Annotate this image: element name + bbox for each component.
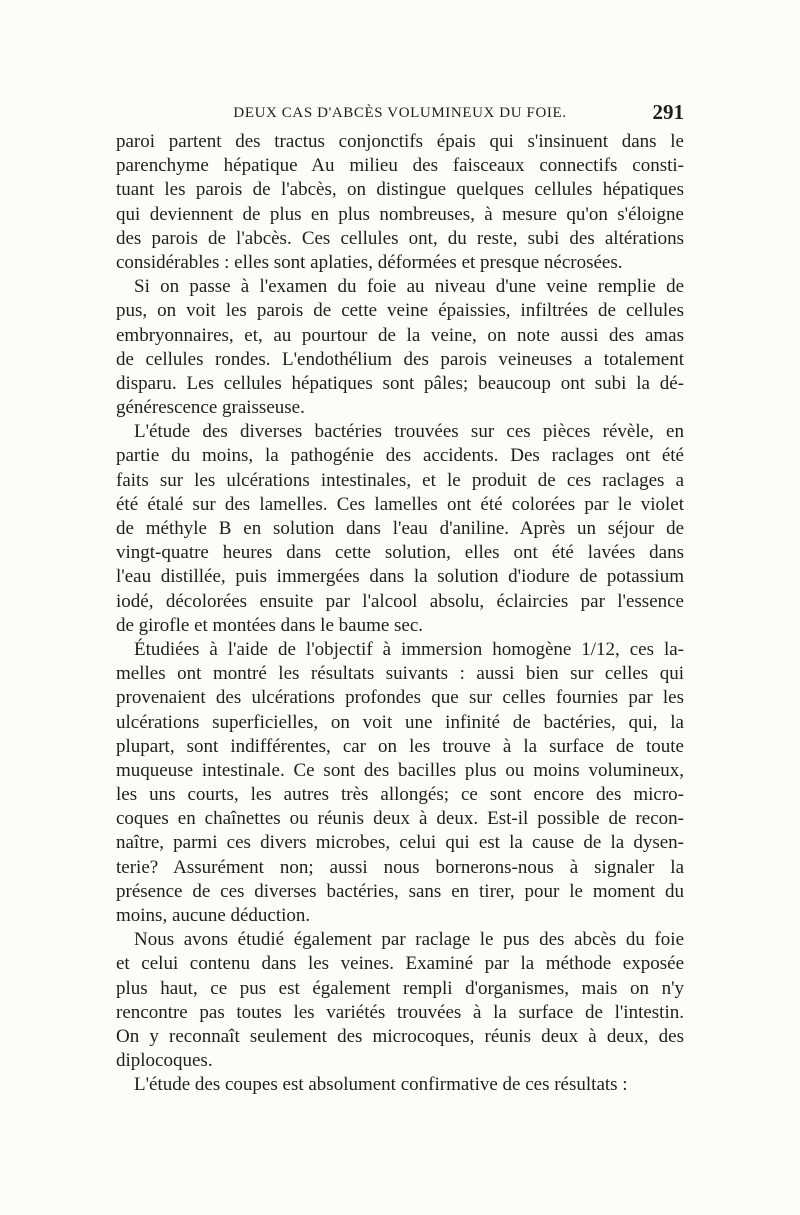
text-line: rencontre pas toutes les variétés trouvées à la surface de l'intestin. [116, 1001, 684, 1023]
text-line: parenchyme hépatique Au milieu des faisceaux connectifs consti- [116, 155, 684, 177]
text-line: coques en chaînettes ou réunis deux à deux. Est-il possible de recon- [116, 808, 684, 830]
text-line: iodé, décolorées ensuite par l'alcool absolu, éclaircies par l'essence [116, 590, 684, 612]
text-line: Nous avons étudié également par raclage le pus des abcès du foie [134, 929, 684, 951]
text-line: provenaient des ulcérations profondes que sur celles fournies par les [116, 687, 684, 709]
body-text [116, 130, 684, 1098]
text-line: paroi partent des tractus conjonctifs épais qui s'insinuent dans le [116, 131, 684, 152]
text-line: disparu. Les cellules hépatiques sont pâles; beaucoup ont subi la dé- [116, 372, 684, 394]
text-line: de girofle et montées dans le baume sec. [116, 614, 424, 636]
text-line: faits sur les ulcérations intestinales, et le produit de ces raclages a [116, 469, 684, 491]
text-line: qui deviennent de plus en plus nombreuses, à mesure qu'on s'éloigne [116, 203, 684, 225]
text-line: melles ont montré les résultats suivants : aussi bien sur celles qui [116, 663, 684, 685]
text-line: des parois de l'abcès. Ces cellules ont, du reste, subi des altérations [116, 227, 684, 249]
text-line: muqueuse intestinale. Ce sont des bacilles plus ou moins volumineux, [116, 759, 684, 781]
text-line: diplocoques. [116, 1050, 213, 1072]
text-line: On y reconnaît seulement des microcoques, réunis deux à deux, des [116, 1025, 684, 1047]
text-line: présence de ces diverses bactéries, sans en tirer, pour le moment du [116, 880, 684, 902]
text-line: été étalé sur des lamelles. Ces lamelles ont été colorées par le violet [116, 493, 684, 515]
text-line: terie? Assurément non; aussi nous bornerons-nous à signaler la [116, 856, 684, 878]
text-line: L'étude des coupes est absolument confirmative de ces résultats : [134, 1074, 628, 1096]
text-line: considérables : elles sont aplaties, déformées et presque nécrosées. [116, 251, 623, 273]
text-line: les uns courts, les autres très allongés; ce sont encore des micro- [116, 784, 684, 806]
text-line: naître, parmi ces divers microbes, celui qui est la cause de la dysen- [116, 832, 684, 854]
paragraph [116, 1073, 684, 1097]
text-line: et celui contenu dans les veines. Examiné par la méthode exposée [116, 953, 684, 975]
paragraph [116, 638, 684, 928]
running-title: DEUX CAS D'ABCÈS VOLUMINEUX DU FOIE. [233, 105, 567, 121]
text-line: de cellules rondes. L'endothélium des parois veineuses a totalement [116, 348, 684, 370]
text-line: pus, on voit les parois de cette veine épaissies, infiltrées de cellules [116, 300, 684, 322]
page-number: 291 [652, 100, 684, 124]
text-line: l'eau distillée, puis immergées dans la solution d'iodure de potassium [116, 566, 684, 588]
text-line: Si on passe à l'examen du foie au niveau d'une veine remplie de [134, 276, 684, 298]
text-line: vingt-quatre heures dans cette solution, elles ont été lavées dans [116, 542, 684, 564]
text-line: plus haut, ce pus est également rempli d'organismes, mais on n'y [116, 977, 684, 999]
text-line: ulcérations superficielles, on voit une infinité de bactéries, qui, la [116, 711, 684, 733]
text-line: L'étude des diverses bactéries trouvées sur ces pièces révèle, en [134, 421, 684, 443]
text-line: Étudiées à l'aide de l'objectif à immersion homogène 1/12, ces la- [134, 638, 684, 660]
text-line: embryonnaires, et, au pourtour de la veine, on note aussi des amas [116, 324, 684, 346]
paragraph [116, 275, 684, 420]
paragraph [116, 928, 684, 1073]
text-line: générescence graisseuse. [116, 397, 305, 419]
text-line: de méthyle B en solution dans l'eau d'aniline. Après un séjour de [116, 518, 684, 539]
text-line: partie du moins, la pathogénie des accidents. Des raclages ont été [116, 445, 684, 467]
paragraph [116, 130, 684, 275]
page-header [116, 102, 684, 124]
text-line: moins, aucune déduction. [116, 905, 311, 926]
text-line: tuant les parois de l'abcès, on distingue quelques cellules hépatiques [116, 179, 684, 201]
text-line: plupart, sont indifférentes, car on les trouve à la surface de toute [116, 735, 684, 757]
paragraph [116, 420, 684, 638]
